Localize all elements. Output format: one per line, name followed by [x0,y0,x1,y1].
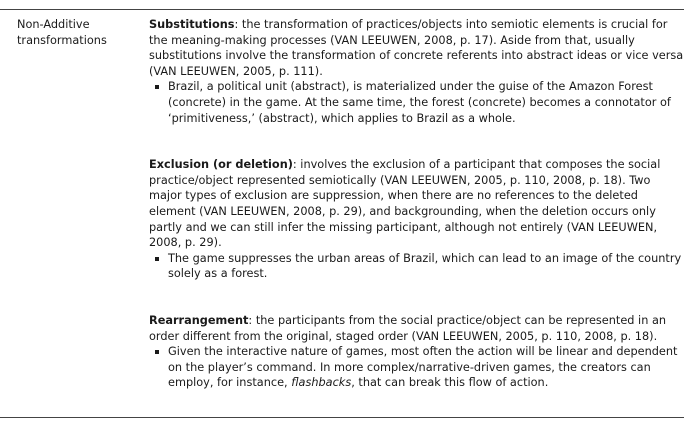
row-label-line1: Non-Additive [17,18,90,31]
table-top-rule [0,9,684,10]
rearrangement-bullet-text-before: Given the interactive nature of games, most often the action will be linear and dependent on the player’s command. In more complex/narrative-driven games, the creators can employ, for instance, [168,345,678,390]
exclusion-bullet: The game suppresses the urban areas of Brazil, which can lead to an image of the country solely as a forest. [149,251,684,282]
rearrangement-definition [149,313,684,344]
row-label [17,17,127,48]
substitutions-block [149,17,684,126]
exclusion-term: Exclusion (or deletion) [149,158,293,172]
table-bottom-rule [0,417,684,418]
substitutions-bullet: Brazil, a political unit (abstract), is materialized under the guise of the Amazon Forest (concrete) in the game. At the same time, the forest (concrete) becomes a connotator of ‘primitiveness,’ (abstract), which applies to Brazil as a whole. [149,79,684,126]
substitutions-bullets [149,79,684,126]
row-content [149,17,684,391]
rearrangement-bullet [149,344,684,391]
rearrangement-bullets [149,344,684,391]
substitutions-term: Substitutions [149,18,235,31]
rearrangement-term: Rearrangement [149,313,249,327]
exclusion-definition-text: : involves the exclusion of a participant that composes the social practice/object represented semiotically (VAN LEEUWEN, 2005, p. 110, 2008, p. 18). Two major types of exclusion are suppression, when there are no references to the deleted element (VAN LEEUWEN, 2008, p. 29), and backgrounding, when the deletion occurs only partly and we can still infer the missing participant, although not entirely (VAN LEEUWEN, 2008, p. 29). [149,158,661,250]
substitutions-definition [149,17,684,79]
rearrangement-bullet-text-after: , that can break this flow of action. [351,376,549,390]
exclusion-bullets [149,251,684,282]
substitutions-definition-text: : the transformation of practices/objects into semiotic elements is crucial for the meaning-making processes (VAN LEEUWEN, 2008, p. 17). Aside from that, usually substitutions involve the transformation of concrete referents into abstract ideas or vice versa (VAN LEEUWEN, 2005, p. 111). [149,18,684,78]
row-label-line2: transformations [17,33,107,47]
rearrangement-block [149,313,684,391]
exclusion-block [149,157,684,282]
rearrangement-definition-text: : the participants from the social practice/object can be represented in an order different from the original, staged order (VAN LEEUWEN, 2005, p. 110, 2008, p. 18). [149,313,667,343]
exclusion-definition [149,157,684,251]
rearrangement-bullet-emphasis: flashbacks [291,376,352,390]
